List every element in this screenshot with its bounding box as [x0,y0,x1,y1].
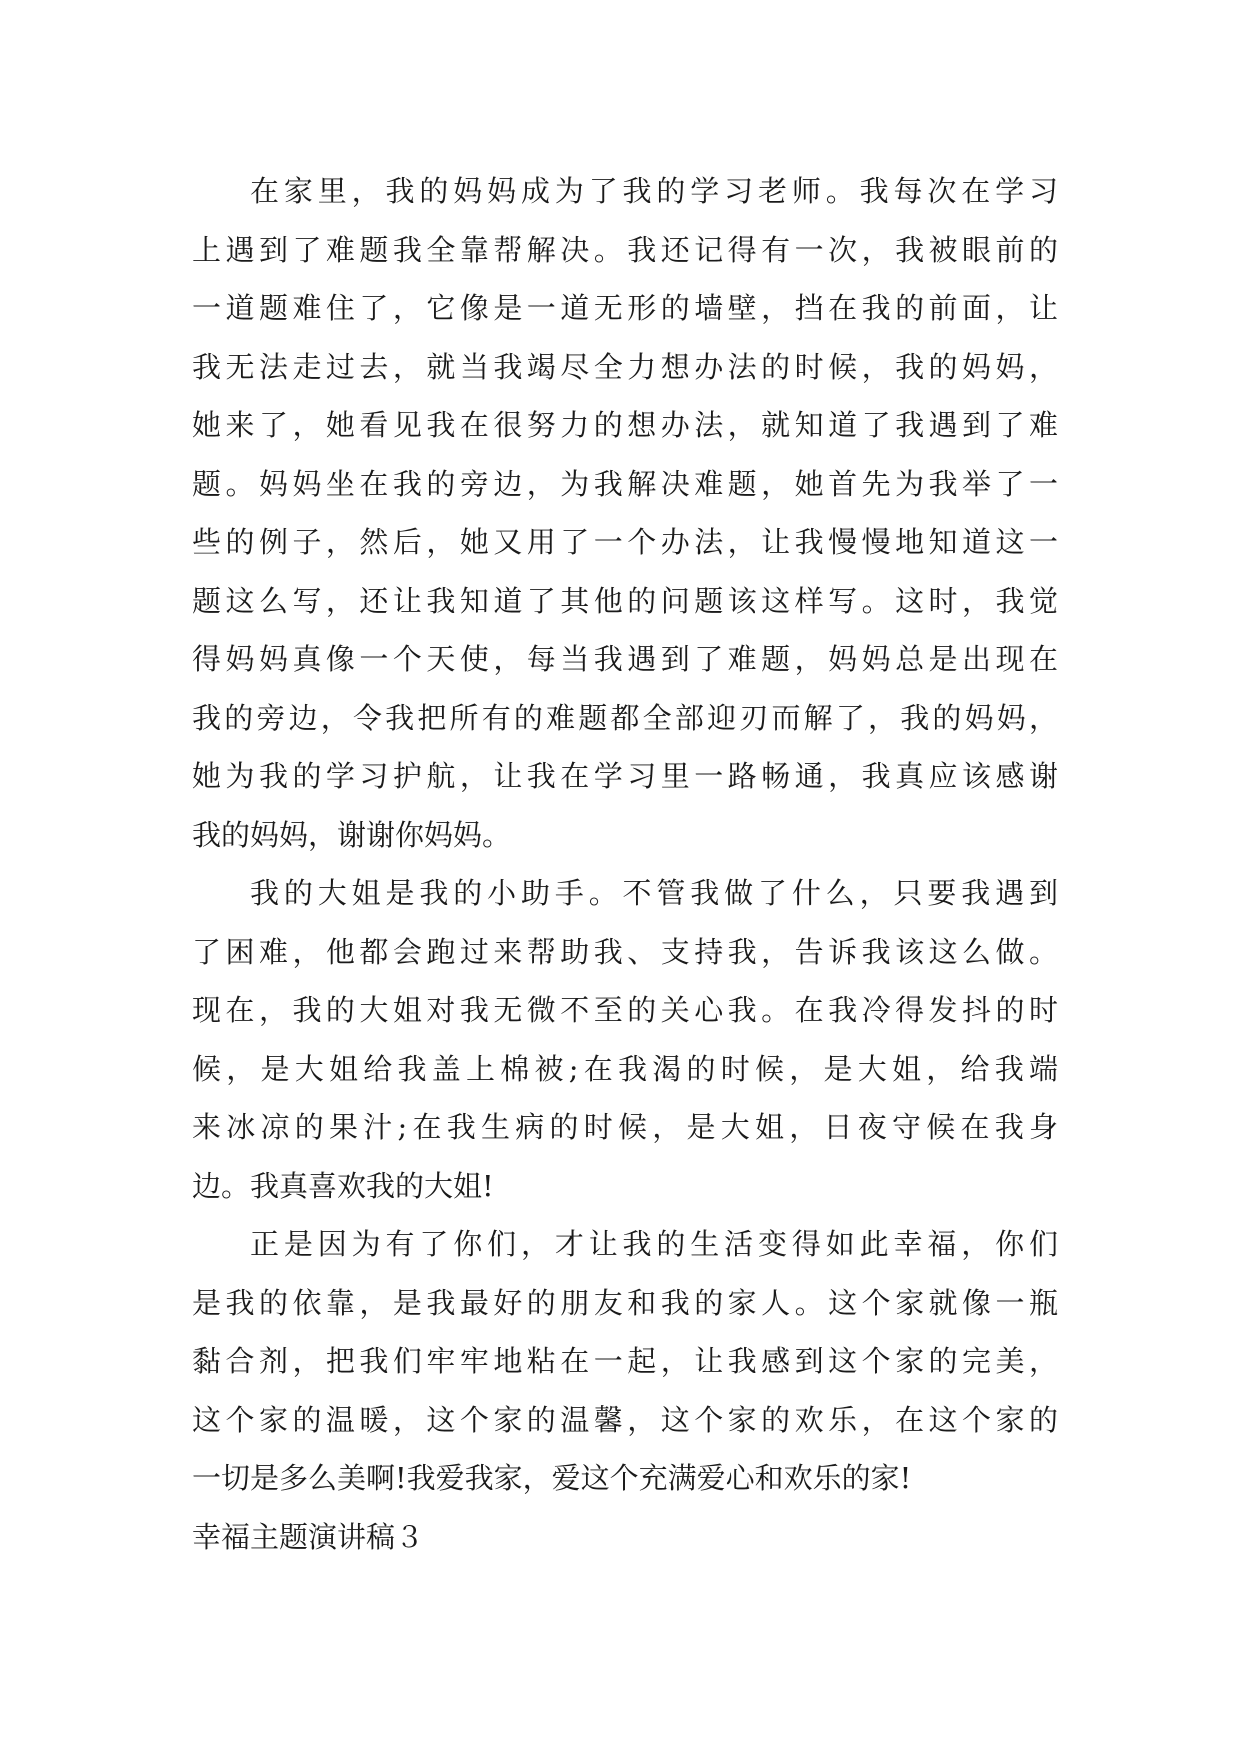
text-line: 是我的依靠，是我最好的朋友和我的家人。这个家就像一瓶 [192,1285,1058,1320]
text-line: 我无法走过去，就当我竭尽全力想办法的时候，我的妈妈， [192,349,1058,384]
text-line: 得妈妈真像一个天使，每当我遇到了难题，妈妈总是出现在 [192,642,1058,676]
text-line: 上遇到了难题我全靠帮解决。我还记得有一次，我被眼前的 [192,232,1058,267]
text-line: 在家里，我的妈妈成为了我的学习老师。我每次在学习 [250,174,1058,208]
text-line: 黏合剂，把我们牢牢地粘在一起，让我感到这个家的完美， [192,1344,1058,1378]
text-line: 我的大姐是我的小助手。不管我做了什么，只要我遇到 [250,876,1058,910]
paragraph-mother [192,162,1058,864]
text-line: 她来了，她看见我在很努力的想办法，就知道了我遇到了难 [192,408,1058,442]
text-line: 这个家的温暖，这个家的温馨，这个家的欢乐，在这个家的 [192,1402,1058,1437]
text-line: 候，是大姐给我盖上棉被;在我渴的时候，是大姐，给我端 [192,1051,1058,1086]
text-line: 题。妈妈坐在我的旁边，为我解决难题，她首先为我举了一 [192,466,1058,501]
text-line: 她为我的学习护航，让我在学习里一路畅通，我真应该感谢 [192,759,1058,793]
text-line: 一切是多么美啊!我爱我家，爱这个充满爱心和欢乐的家! [192,1461,912,1495]
text-line: 了困难，他都会跑过来帮助我、支持我，告诉我该这么做。 [192,934,1058,969]
section-heading: 幸福主题演讲稿３ [192,1519,425,1554]
text-line: 题这么写，还让我知道了其他的问题该这样写。这时，我觉 [192,583,1058,618]
paragraph-family [192,1215,1058,1508]
document-page [192,162,1058,1566]
text-line: 我的妈妈，谢谢你妈妈。 [192,817,512,852]
text-line: 一道题难住了，它像是一道无形的墙壁，挡在我的前面，让 [192,291,1058,325]
paragraph-sister [192,864,1058,1215]
text-line: 来冰凉的果汁;在我生病的时候，是大姐，日夜守候在我身 [192,1110,1058,1144]
text-line: 边。我真喜欢我的大姐! [192,1168,494,1203]
text-line: 现在，我的大姐对我无微不至的关心我。在我冷得发抖的时 [192,993,1058,1027]
text-line: 我的旁边，令我把所有的难题都全部迎刃而解了，我的妈妈， [192,700,1058,735]
text-line: 些的例子，然后，她又用了一个办法，让我慢慢地知道这一 [192,525,1058,559]
text-line: 正是因为有了你们，才让我的生活变得如此幸福，你们 [250,1227,1058,1261]
